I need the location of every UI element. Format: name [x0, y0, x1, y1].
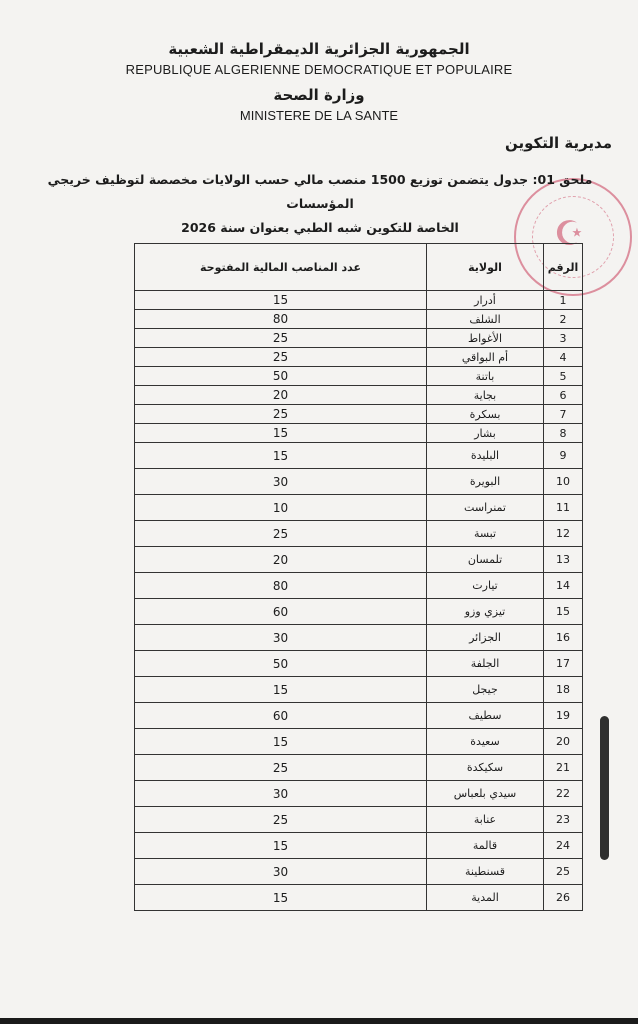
ministry-title-ar: وزارة الصحة — [273, 86, 365, 104]
row-wilaya: الجزائر — [427, 625, 544, 651]
table-row — [135, 310, 583, 329]
row-positions: 60 — [135, 599, 427, 625]
table-row — [135, 625, 583, 651]
positions-table — [134, 243, 583, 911]
row-wilaya: عنابة — [427, 807, 544, 833]
row-wilaya: باتنة — [427, 367, 544, 386]
table-row — [135, 521, 583, 547]
row-positions: 25 — [135, 348, 427, 367]
row-wilaya: بجاية — [427, 386, 544, 405]
row-number: 6 — [544, 386, 583, 405]
row-wilaya: سكيكدة — [427, 755, 544, 781]
row-positions: 50 — [135, 367, 427, 386]
row-wilaya: قسنطينة — [427, 859, 544, 885]
row-positions: 15 — [135, 885, 427, 911]
row-positions: 30 — [135, 781, 427, 807]
table-row — [135, 424, 583, 443]
row-positions: 80 — [135, 573, 427, 599]
row-positions: 25 — [135, 521, 427, 547]
row-positions: 25 — [135, 807, 427, 833]
row-positions: 20 — [135, 386, 427, 405]
table-row — [135, 291, 583, 310]
row-wilaya: سيدي بلعباس — [427, 781, 544, 807]
row-wilaya: البويرة — [427, 469, 544, 495]
table-row — [135, 781, 583, 807]
row-number: 24 — [544, 833, 583, 859]
ministry-title-fr: MINISTERE DE LA SANTE — [239, 108, 399, 123]
row-wilaya: المدية — [427, 885, 544, 911]
table-row — [135, 573, 583, 599]
republic-title-fr: REPUBLIQUE ALGERIENNE DEMOCRATIQUE ET POPULAIRE — [125, 62, 513, 77]
row-wilaya: تيارت — [427, 573, 544, 599]
table-header-row — [135, 244, 583, 291]
row-wilaya: تيزي وزو — [427, 599, 544, 625]
row-wilaya: تبسة — [427, 521, 544, 547]
row-positions: 80 — [135, 310, 427, 329]
table-row — [135, 443, 583, 469]
header-number: الرقم — [544, 244, 583, 291]
row-number: 18 — [544, 677, 583, 703]
row-positions: 50 — [135, 651, 427, 677]
bottom-edge — [0, 1018, 638, 1024]
table-row — [135, 495, 583, 521]
table-row — [135, 469, 583, 495]
row-wilaya: بشار — [427, 424, 544, 443]
row-number: 13 — [544, 547, 583, 573]
table-row — [135, 755, 583, 781]
row-positions: 15 — [135, 424, 427, 443]
table-row — [135, 405, 583, 424]
table-row — [135, 329, 583, 348]
row-number: 12 — [544, 521, 583, 547]
row-positions: 20 — [135, 547, 427, 573]
row-number: 20 — [544, 729, 583, 755]
table-row — [135, 599, 583, 625]
row-number: 5 — [544, 367, 583, 386]
row-number: 19 — [544, 703, 583, 729]
row-wilaya: أم البواقي — [427, 348, 544, 367]
table-row — [135, 885, 583, 911]
row-wilaya: بسكرة — [427, 405, 544, 424]
row-wilaya: سعيدة — [427, 729, 544, 755]
row-wilaya: جيجل — [427, 677, 544, 703]
directorate-title: مديرية التكوين — [504, 134, 612, 152]
table-row — [135, 651, 583, 677]
row-wilaya: الأغواط — [427, 329, 544, 348]
header-wilaya: الولاية — [427, 244, 544, 291]
table-row — [135, 677, 583, 703]
table-row — [135, 833, 583, 859]
table-body — [135, 291, 583, 911]
republic-title-ar: الجمهورية الجزائرية الديمقراطية الشعبية — [168, 40, 470, 58]
row-wilaya: تلمسان — [427, 547, 544, 573]
row-number: 25 — [544, 859, 583, 885]
table-row — [135, 547, 583, 573]
row-positions: 15 — [135, 291, 427, 310]
annex-caption-line1: ملحق 01: جدول يتضمن توزيع 1500 منصب مالي حسب الولايات مخصصة لتوظيف خريجي المؤسسات — [47, 172, 593, 211]
annex-caption — [20, 168, 620, 240]
row-positions: 25 — [135, 329, 427, 348]
row-number: 7 — [544, 405, 583, 424]
row-number: 21 — [544, 755, 583, 781]
row-positions: 15 — [135, 677, 427, 703]
row-positions: 10 — [135, 495, 427, 521]
row-wilaya: الجلفة — [427, 651, 544, 677]
row-positions: 60 — [135, 703, 427, 729]
scrollbar-thumb[interactable] — [600, 716, 609, 860]
row-number: 17 — [544, 651, 583, 677]
row-positions: 30 — [135, 859, 427, 885]
row-positions: 30 — [135, 469, 427, 495]
row-wilaya: سطيف — [427, 703, 544, 729]
table-row — [135, 348, 583, 367]
row-number: 4 — [544, 348, 583, 367]
annex-caption-line2: الخاصة للتكوين شبه الطبي بعنوان سنة 2026 — [181, 220, 459, 235]
row-number: 8 — [544, 424, 583, 443]
row-number: 1 — [544, 291, 583, 310]
table-row — [135, 367, 583, 386]
row-positions: 15 — [135, 729, 427, 755]
row-wilaya: البليدة — [427, 443, 544, 469]
row-number: 23 — [544, 807, 583, 833]
row-number: 16 — [544, 625, 583, 651]
row-positions: 30 — [135, 625, 427, 651]
table-row — [135, 703, 583, 729]
table-row — [135, 859, 583, 885]
table-row — [135, 729, 583, 755]
row-wilaya: قالمة — [427, 833, 544, 859]
row-positions: 25 — [135, 755, 427, 781]
row-number: 26 — [544, 885, 583, 911]
row-wilaya: الشلف — [427, 310, 544, 329]
table-row — [135, 386, 583, 405]
header-positions: عدد المناصب المالية المفتوحة — [135, 244, 427, 291]
row-number: 15 — [544, 599, 583, 625]
row-number: 2 — [544, 310, 583, 329]
stamp-emblem-icon: ☪ — [554, 214, 585, 254]
row-wilaya: أدرار — [427, 291, 544, 310]
row-number: 9 — [544, 443, 583, 469]
table-row — [135, 807, 583, 833]
row-number: 3 — [544, 329, 583, 348]
row-number: 10 — [544, 469, 583, 495]
row-positions: 25 — [135, 405, 427, 424]
row-number: 14 — [544, 573, 583, 599]
row-positions: 15 — [135, 833, 427, 859]
row-wilaya: تمنراست — [427, 495, 544, 521]
row-number: 22 — [544, 781, 583, 807]
row-number: 11 — [544, 495, 583, 521]
row-positions: 15 — [135, 443, 427, 469]
